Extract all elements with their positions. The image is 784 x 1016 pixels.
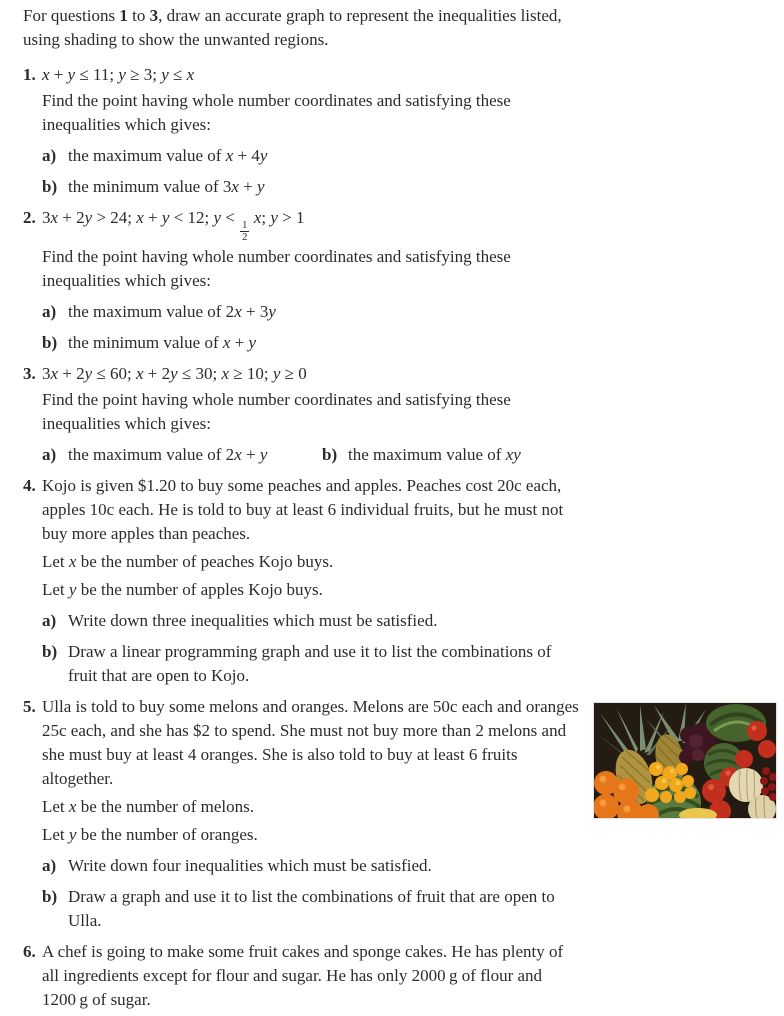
question-4: [23, 474, 772, 688]
sub-item-b: [42, 885, 772, 933]
sub-item-a: [42, 144, 772, 168]
question-paragraph: Let y be the number of apples Kojo buys.: [42, 579, 323, 599]
sub-item-text: the maximum value of 2x + y: [68, 444, 268, 464]
inequalities-line: x + y ≤ 11; y ≥ 3; y ≤ x: [42, 65, 195, 84]
question-6: [23, 940, 772, 1016]
sub-item-text: Draw a graph and use it to list the combinations of fruit that are open to Ulla.: [68, 886, 555, 930]
fraction: $\frac{1}{2}$: [242, 219, 248, 243]
question-paragraph: Kojo is given $1.20 to buy some peaches and apples. Peaches cost 20c each, apples 10c each. He is told to buy at least 6 individual fruits, but he must not buy more apples than peaches.: [42, 475, 564, 543]
sub-item-label: a): [42, 444, 57, 464]
question-number: 4.: [23, 475, 36, 495]
question-5: [23, 695, 772, 933]
fruit-photo: [593, 702, 777, 819]
sub-item-b: [42, 640, 772, 688]
sub-item-label: b): [322, 444, 338, 464]
question-body: [42, 63, 772, 199]
question-body: [42, 206, 772, 355]
sub-item-b: [42, 331, 772, 355]
sub-item-text: the minimum value of 3x + y: [68, 177, 265, 196]
intro-paragraph: For questions 1 to 3, draw an accurate graph to represent the inequalities listed, using shading to show the unwanted regions.: [23, 6, 562, 49]
question-body: [42, 474, 772, 688]
sub-item-a: [42, 609, 772, 633]
question-number: 6.: [23, 941, 36, 961]
sub-item-text: the minimum value of x + y: [68, 332, 257, 352]
question-2: [23, 206, 772, 355]
sub-item-label: b): [42, 177, 58, 196]
sub-item-a: [42, 443, 322, 467]
sub-item-text: Write down three inequalities which must be satisfied.: [68, 610, 438, 630]
question-body: [42, 940, 772, 1016]
sub-item-label: b): [42, 886, 58, 906]
question-paragraph: Let x be the number of peaches Kojo buys.: [42, 551, 334, 571]
sub-item-a: [42, 854, 772, 878]
questions-list: [23, 63, 772, 1016]
sub-item-label: a): [42, 146, 57, 165]
sub-item-text: the maximum value of xy: [348, 444, 521, 464]
fruit-photo-graphic: [594, 703, 776, 818]
question-number: 1.: [23, 65, 36, 84]
question-paragraph: Find the point having whole number coordinates and satisfying these inequalities which gives:: [42, 389, 511, 433]
inequalities-line: 3x + 2y > 24; x + y < 12; y < $\frac{1}{2}$ x; y > 1: [42, 208, 305, 243]
sub-item-text: Draw a linear programming graph and use it to list the combinations of fruit that are open to Kojo.: [68, 641, 552, 685]
sub-item-label: b): [42, 332, 58, 352]
question-number: 2.: [23, 208, 36, 227]
question-number: 5.: [23, 696, 36, 716]
sub-item-label: a): [42, 610, 57, 630]
sub-item-label: b): [42, 641, 58, 661]
question-number: 3.: [23, 363, 36, 383]
sub-item-a: [42, 300, 772, 324]
sub-item-label: a): [42, 301, 57, 321]
sub-item-text: the maximum value of x + 4y: [68, 146, 268, 165]
question-paragraph: Ulla is told to buy some melons and oranges. Melons are 50c each and oranges 25c each, and she has $2 to spend. She must not buy more than 2 melons and she must buy at least 4 oranges. She is also told to buy at least 6 fruits altogether.: [42, 696, 579, 788]
sub-item-text: the maximum value of 2x + 3y: [68, 301, 276, 321]
question-paragraph: Find the point having whole number coordinates and satisfying these inequalities which gives:: [42, 91, 511, 134]
sub-item-label: a): [42, 855, 57, 875]
sub-item-b: [42, 175, 772, 199]
inequalities-line: 3x + 2y ≤ 60; x + 2y ≤ 30; x ≥ 10; y ≥ 0: [42, 363, 307, 383]
question-1: [23, 63, 772, 199]
sub-item-row: [42, 443, 602, 467]
question-3: [23, 362, 772, 467]
question-paragraph: Find the point having whole number coordinates and satisfying these inequalities which gives:: [42, 246, 511, 290]
sub-item-b: [322, 443, 521, 467]
question-body: [42, 362, 772, 467]
question-paragraph: Let y be the number of oranges.: [42, 824, 258, 844]
sub-item-text: Write down four inequalities which must be satisfied.: [68, 855, 432, 875]
question-paragraph: A chef is going to make some fruit cakes and sponge cakes. He has plenty of all ingredients except for flour and sugar. He has only 2000 g of flour and 1200 g of sugar.: [42, 941, 564, 1009]
question-paragraph: Let x be the number of melons.: [42, 796, 254, 816]
